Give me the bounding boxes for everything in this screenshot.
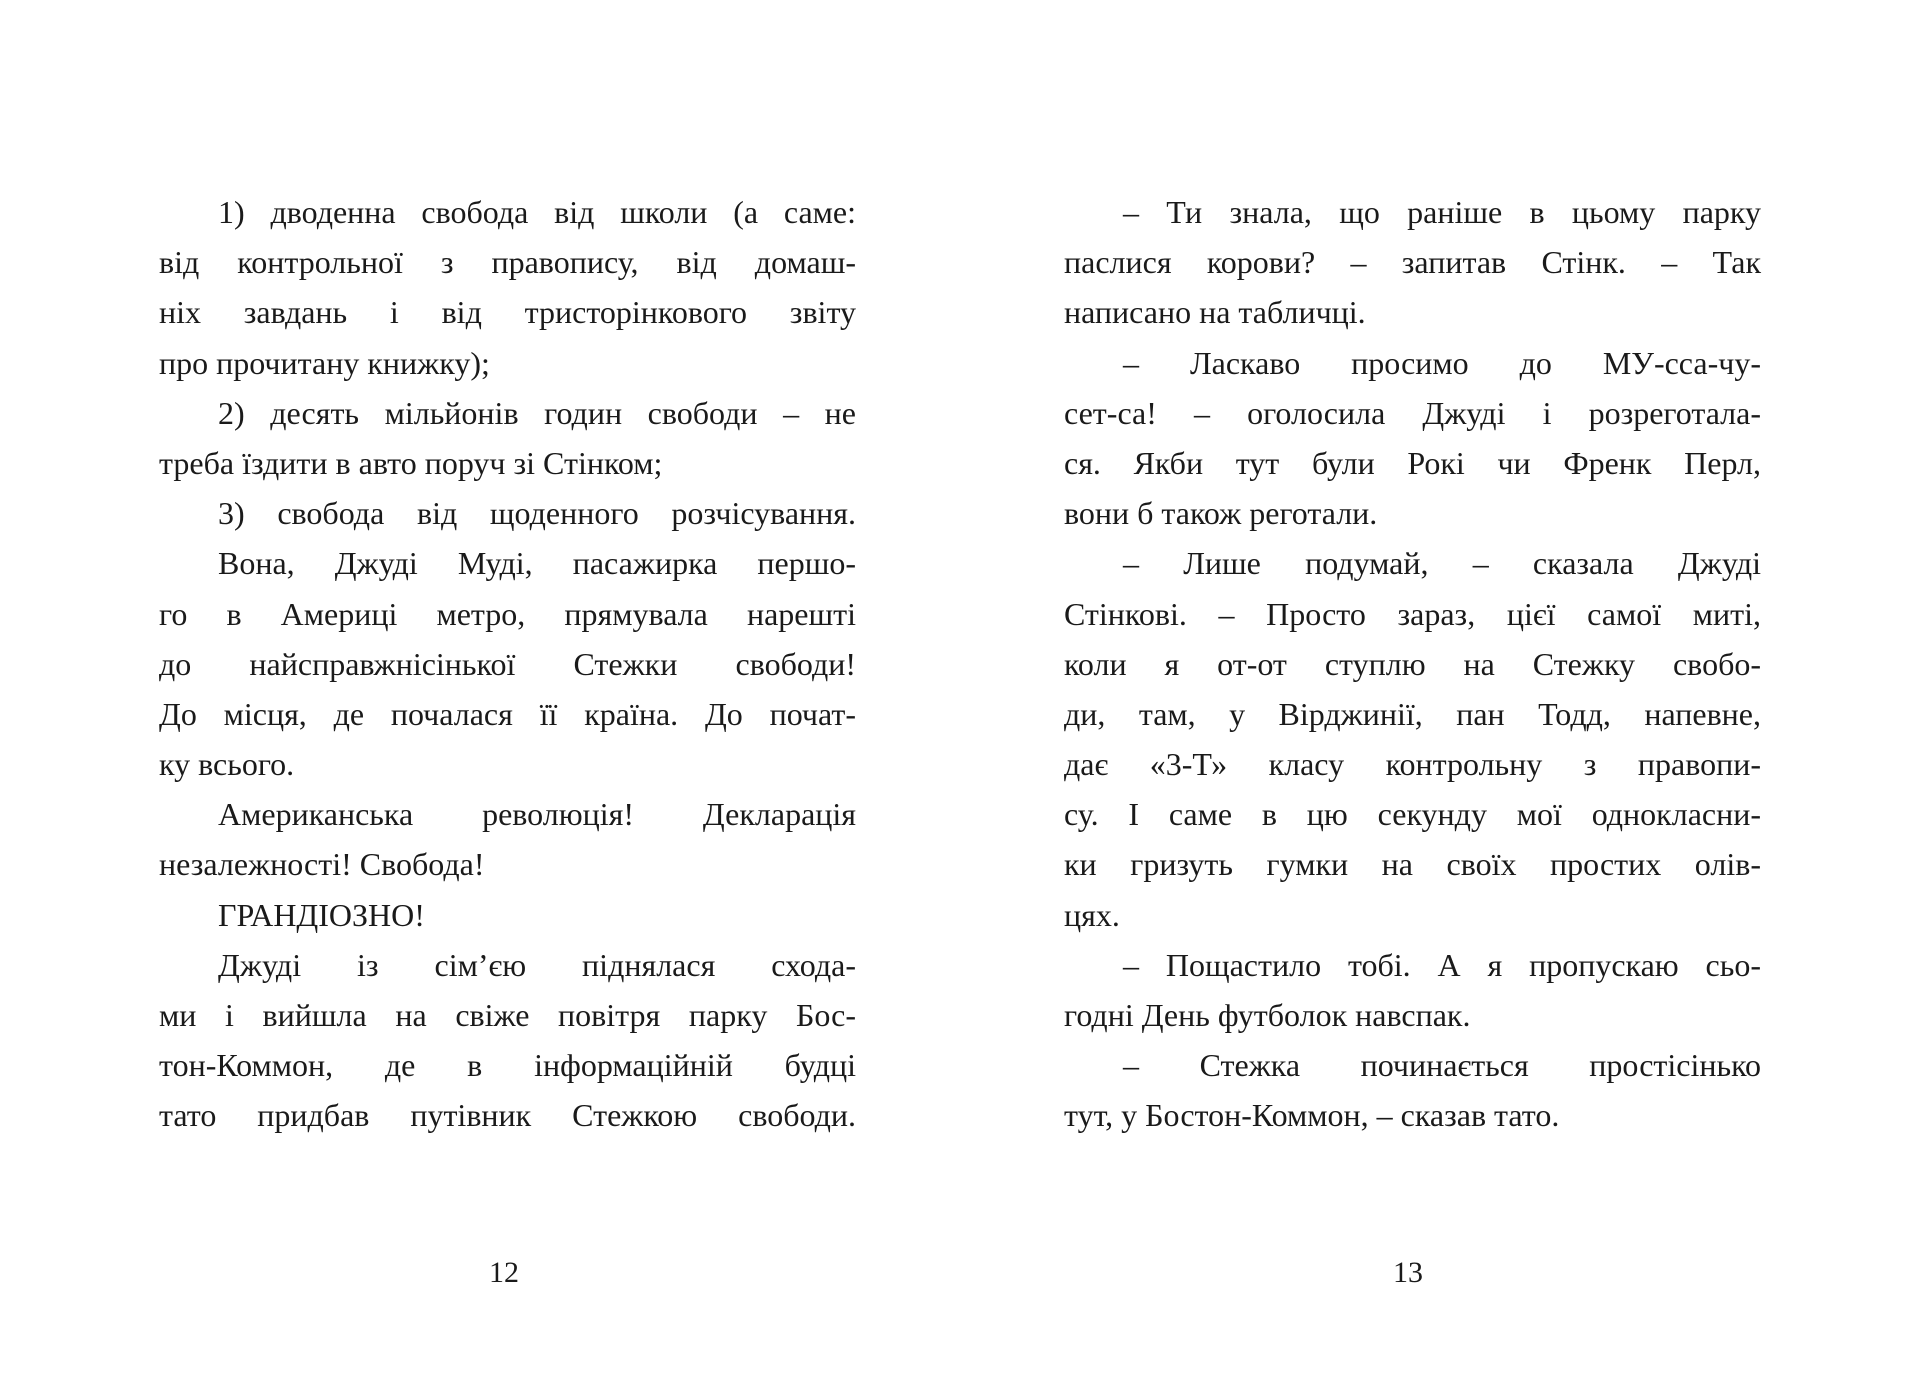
text-line: цях.	[1064, 896, 1120, 933]
text-line: 3) свобода від щоденного розчісування.	[218, 495, 856, 532]
text-line: ГРАНДІОЗНО!	[218, 896, 425, 933]
text-line: про прочитану книжку);	[159, 344, 490, 381]
text-line: го в Америці метро, прямувала нарешті	[159, 595, 856, 632]
text-line: – Лише подумай, – сказала Джуді	[1123, 545, 1761, 582]
left-page-text	[159, 187, 856, 1141]
text-line: 1) дводенна свобода від школи (а саме:	[218, 194, 856, 230]
text-line: Стінкові. – Просто зараз, цієї самої миті,	[1064, 595, 1761, 632]
text-line: Американська революція! Декларація	[218, 796, 856, 833]
text-line: вони б також реготали.	[1064, 495, 1378, 532]
text-line: паслися корови? – запитав Стінк. – Так	[1064, 244, 1761, 281]
text-line: коли я от-от ступлю на Стежку свобо-	[1064, 645, 1761, 682]
text-line: тут, у Бостон-Коммон, – сказав тато.	[1064, 1097, 1560, 1134]
text-line: ди, там, у Вірджинії, пан Тодд, напевне,	[1064, 695, 1761, 732]
text-line: написано на табличці.	[1064, 294, 1366, 331]
text-line: сет-са! – оголосила Джуді і розреготала-	[1064, 394, 1761, 431]
text-line: До місця, де почалася її країна. До почат-	[159, 695, 856, 732]
text-line: дає «3-Т» класу контрольну з правопи-	[1064, 746, 1761, 783]
text-line: від контрольної з правопису, від домаш-	[159, 244, 856, 281]
text-line: – Ласкаво просимо до МУ-сса-чу-	[1123, 344, 1761, 381]
text-line: треба їздити в авто поруч зі Стінком;	[159, 444, 663, 481]
text-line: – Ти знала, що раніше в цьому парку	[1123, 194, 1761, 230]
text-line: тон-Коммон, де в інформаційній будці	[159, 1047, 856, 1084]
text-line: – Стежка починається простісінько	[1123, 1047, 1761, 1084]
right-page-text	[1064, 187, 1761, 1141]
text-line: до найсправжнісінької Стежки свободи!	[159, 645, 856, 682]
text-line: ки гризуть гумки на своїх простих олів-	[1064, 846, 1761, 883]
text-line: годні День футболок навспак.	[1064, 997, 1471, 1033]
text-line: 2) десять мільйонів годин свободи – не	[218, 394, 856, 431]
text-line: Вона, Джуді Муді, пасажирка першо-	[218, 545, 856, 582]
text-line: ся. Якби тут були Рокі чи Френк Перл,	[1064, 444, 1761, 481]
page-number-left: 12	[489, 1256, 519, 1289]
text-line: тато придбав путівник Стежкою свободи.	[159, 1097, 856, 1134]
text-line: – Пощастило тобі. А я пропускаю сьо-	[1123, 946, 1761, 983]
text-line: ми і вийшла на свіже повітря парку Бос-	[159, 997, 856, 1033]
text-line: незалежності! Свобода!	[159, 846, 485, 883]
page-number-right: 13	[1393, 1256, 1423, 1289]
text-line: Джуді із сім’єю піднялася сходa-	[218, 946, 856, 983]
text-line: ніх завдань і від тристорінкового звіту	[159, 294, 856, 331]
text-line: су. І саме в цю секунду мої однокласни-	[1064, 796, 1761, 833]
text-line: ку всього.	[159, 746, 295, 783]
